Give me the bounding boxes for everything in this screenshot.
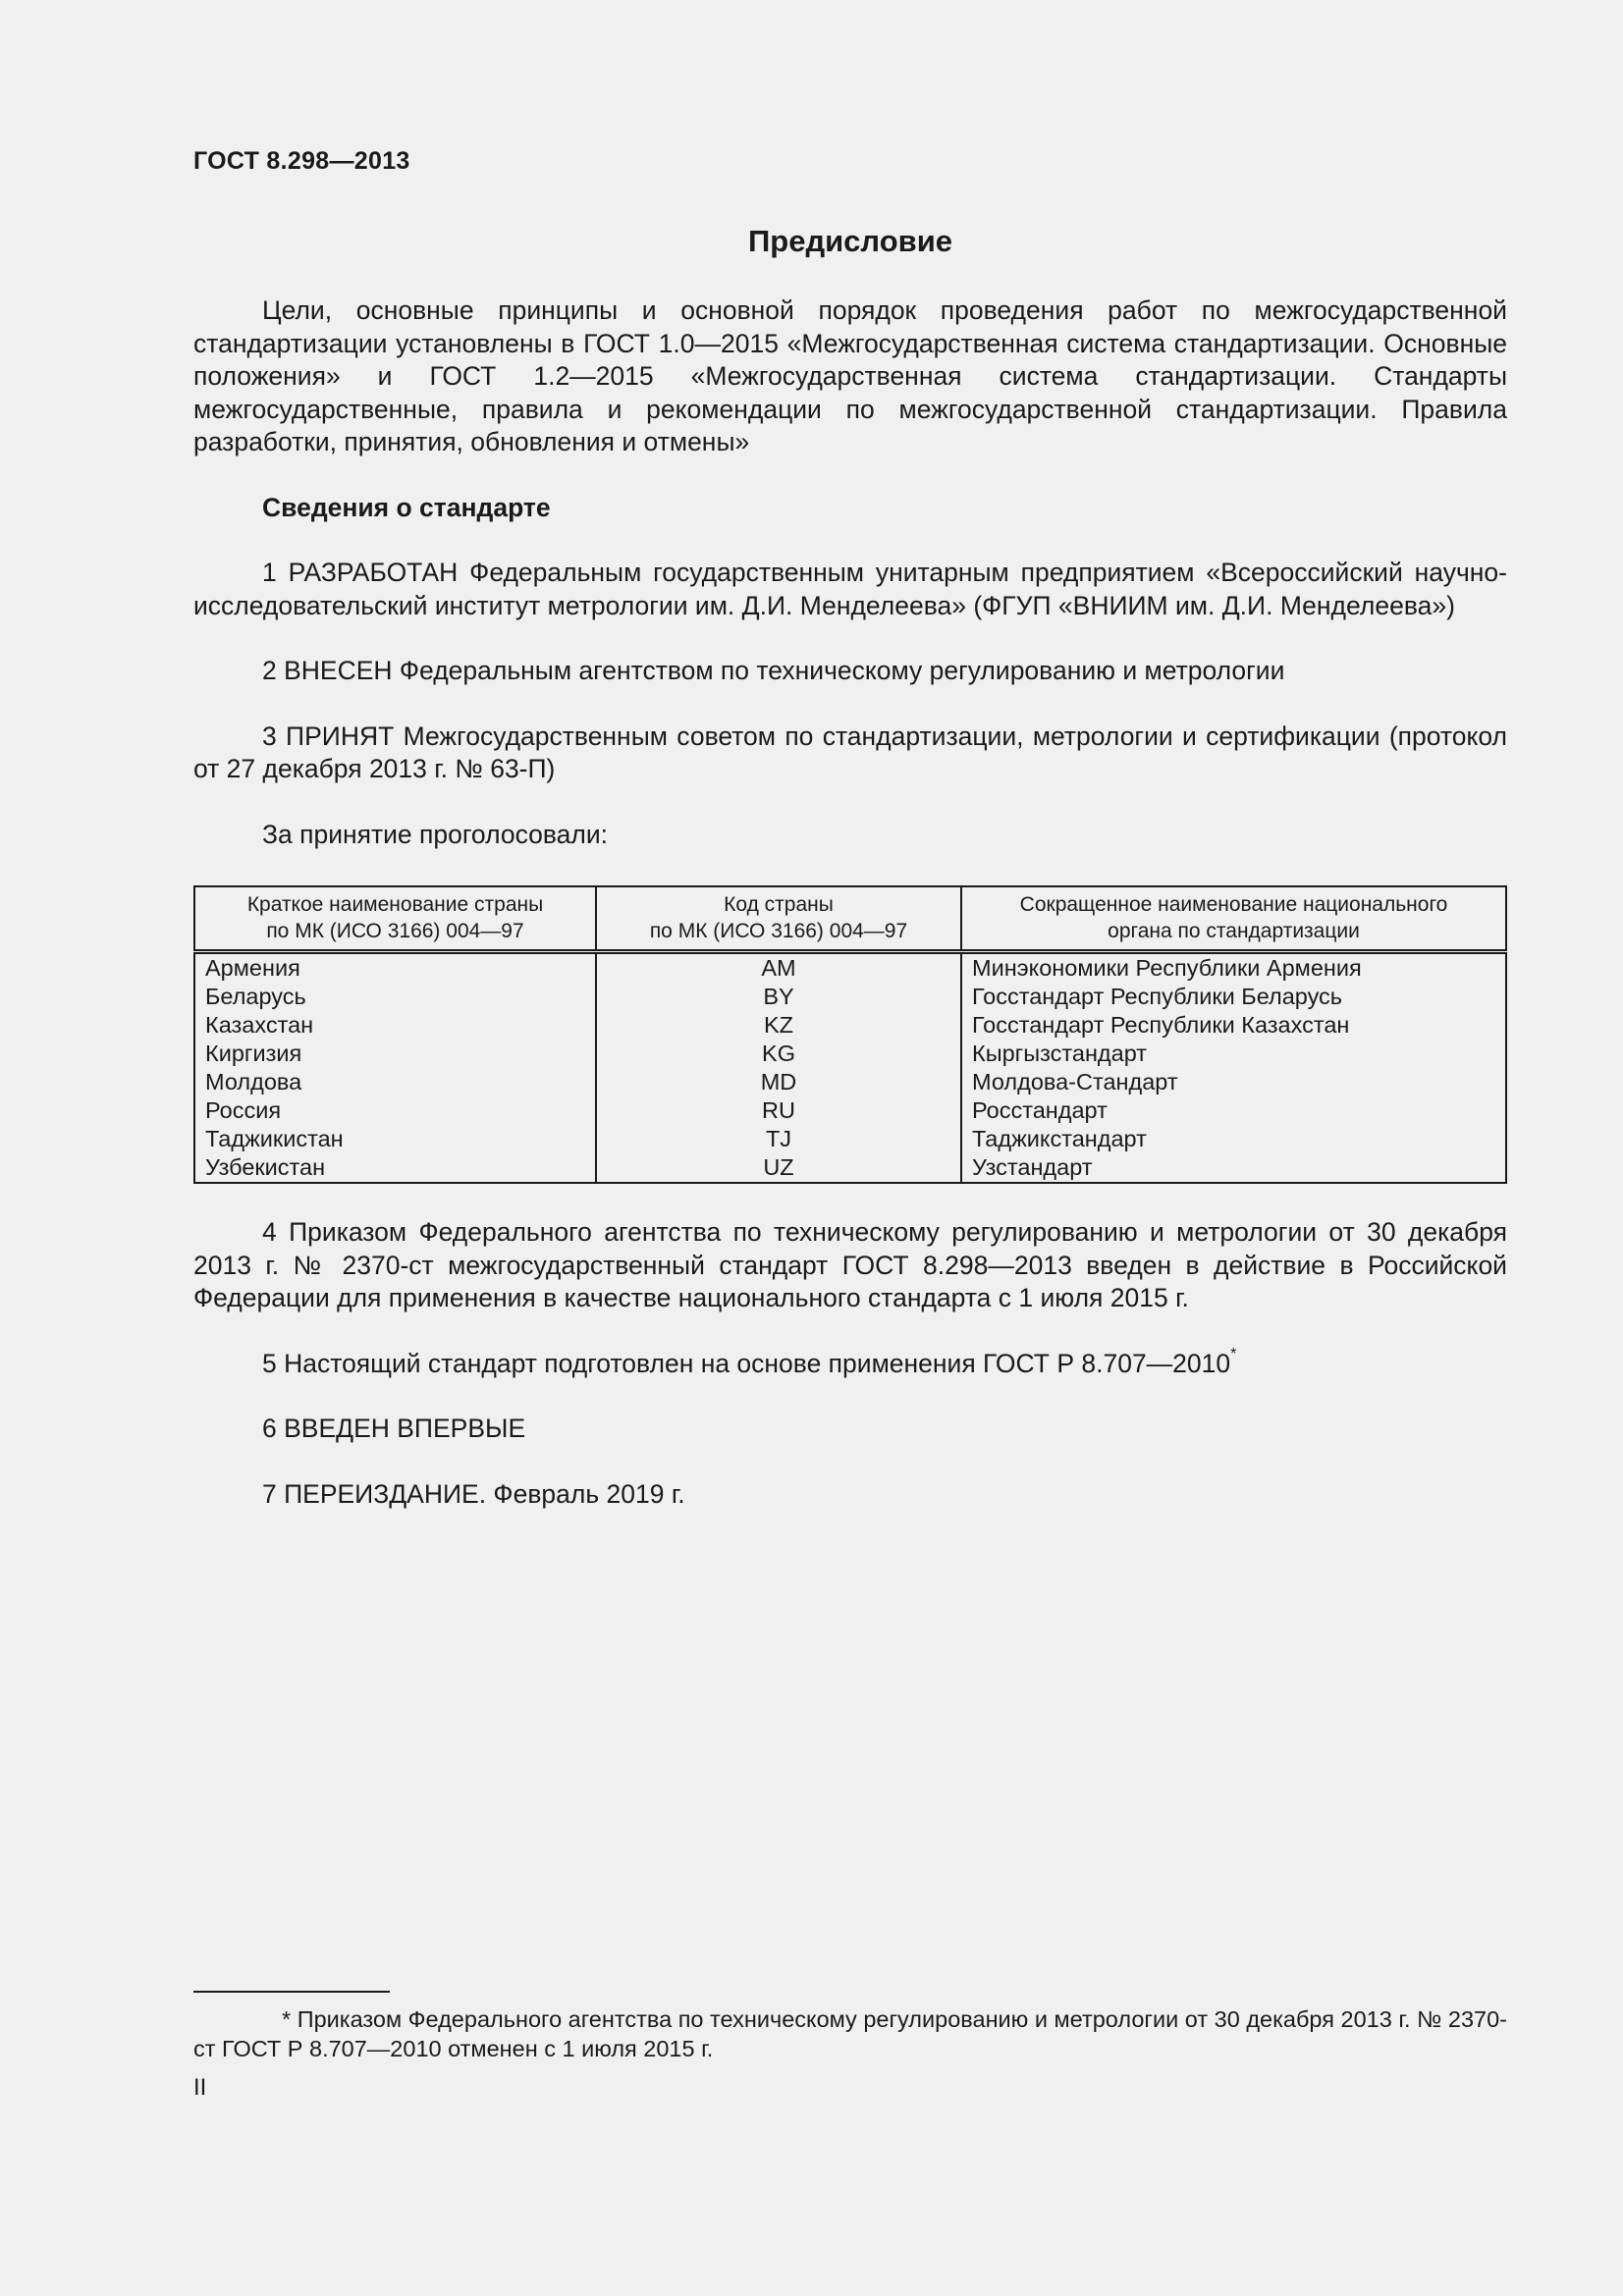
country-cell: Молдова — [194, 1068, 596, 1096]
code-cell: RU — [596, 1096, 961, 1125]
header-line: по МК (ИСО 3166) 004—97 — [266, 920, 524, 942]
body-cell: Таджикстандарт — [972, 1126, 1147, 1151]
item-7-paragraph: 7 ПЕРЕИЗДАНИЕ. Февраль 2019 г. — [262, 1478, 685, 1509]
body-cell: Госстандарт Республики Казахстан — [972, 1012, 1350, 1038]
body-cell: Росстандарт — [972, 1097, 1108, 1123]
table-header-code — [596, 886, 961, 952]
document-page — [193, 0, 1507, 2296]
code-cell: TJ — [596, 1125, 961, 1153]
header-line: по МК (ИСО 3166) 004—97 — [649, 920, 908, 942]
country-cell: Киргизия — [194, 1040, 596, 1068]
footnote-divider — [193, 1991, 390, 1993]
vote-intro: За принятие проголосовали: — [262, 819, 609, 849]
header-line: органа по стандартизации — [1108, 920, 1360, 942]
intro-paragraph: Цели, основные принципы и основной порядок проведения работ по межгосударственной стандартизации установлены в ГОСТ 1.0—2015 «Межгосударственная система стандартизации. Основные положения» и ГОСТ 1.2—2015 «Межгосударственная система стандартизации. Стандарты межгосударственные, правила и рекомендации по межгосударственной стандартизации. Правила разработки, принятия, обновления и отмены» — [193, 295, 1507, 456]
item-4-paragraph: 4 Приказом Федерального агентства по техническому регулированию и метрологии от 30 декабря 2013 г. № 2370-ст межгосударственный стандарт ГОСТ 8.298—2013 введен в действие в Российской Федерации для применения в качестве национального стандарта с 1 июля 2015 г. — [193, 1217, 1507, 1312]
item-5-paragraph — [193, 1345, 1507, 1381]
country-cell: Россия — [194, 1096, 596, 1125]
section-heading: Сведения о стандарте — [262, 492, 551, 522]
table-row — [194, 1096, 1506, 1125]
item-2-paragraph: 2 ВНЕСЕН Федеральным агентством по техническому регулированию и метрологии — [262, 656, 1285, 685]
body-cell: Госстандарт Республики Беларусь — [972, 984, 1343, 1009]
country-cell: Казахстан — [194, 1011, 596, 1040]
page-number: II — [193, 2074, 207, 2101]
country-cell: Беларусь — [194, 983, 596, 1011]
country-cell: Армения — [194, 952, 596, 984]
table-header-body — [961, 886, 1506, 952]
table-header-country — [194, 886, 596, 952]
page-title: Предисловие — [747, 224, 952, 258]
table-row — [194, 1153, 1506, 1183]
item-5-text: 5 Настоящий стандарт подготовлен на основе применения ГОСТ Р 8.707—2010 — [262, 1348, 1231, 1378]
table-row — [194, 1011, 1506, 1040]
table-row — [194, 1040, 1506, 1068]
body-cell: Кыргызстандарт — [972, 1041, 1148, 1066]
item-6-paragraph: 6 ВВЕДЕН ВПЕРВЫЕ — [262, 1414, 526, 1443]
body-cell: Молдова-Стандарт — [972, 1069, 1178, 1095]
table-row — [194, 1125, 1506, 1153]
table-row — [194, 952, 1506, 984]
item-1-paragraph: 1 РАЗРАБОТАН Федеральным государственным унитарным предприятием «Всероссийский научно-исследовательский институт метрологии им. Д.И. Менделеева» (ФГУП «ВНИИМ им. Д.И. Менделеева») — [193, 558, 1507, 620]
table-row — [194, 1068, 1506, 1096]
document-code: ГОСТ 8.298—2013 — [193, 147, 410, 175]
country-cell: Таджикистан — [194, 1125, 596, 1153]
code-cell: KG — [596, 1040, 961, 1068]
code-cell: KZ — [596, 1011, 961, 1040]
code-cell: UZ — [596, 1153, 961, 1183]
code-cell: AM — [596, 952, 961, 984]
document-body — [193, 294, 1507, 1511]
table-row — [194, 983, 1506, 1011]
footnote: * Приказом Федерального агентства по техническому регулированию и метрологии от 30 декабря 2013 г. № 2370-ст ГОСТ Р 8.707—2010 отменен с 1 июля 2015 г. — [193, 2006, 1507, 2061]
header-line: Краткое наименование страны — [246, 893, 544, 916]
header-line: Сокращенное наименование национального — [1019, 893, 1448, 916]
code-cell: BY — [596, 983, 961, 1011]
header-line: Код страны — [724, 893, 834, 916]
country-cell: Узбекистан — [194, 1153, 596, 1183]
body-cell: Узстандарт — [972, 1154, 1093, 1180]
footnote-marker: * — [1230, 1345, 1237, 1362]
code-cell: MD — [596, 1068, 961, 1096]
countries-table — [193, 885, 1507, 1184]
table-header-row — [194, 886, 1506, 952]
item-3-paragraph: 3 ПРИНЯТ Межгосударственным советом по стандартизации, метрологии и сертификации (протокол от 27 декабря 2013 г. № 63-П) — [193, 721, 1507, 783]
body-cell: Минэкономики Республики Армения — [972, 955, 1362, 981]
